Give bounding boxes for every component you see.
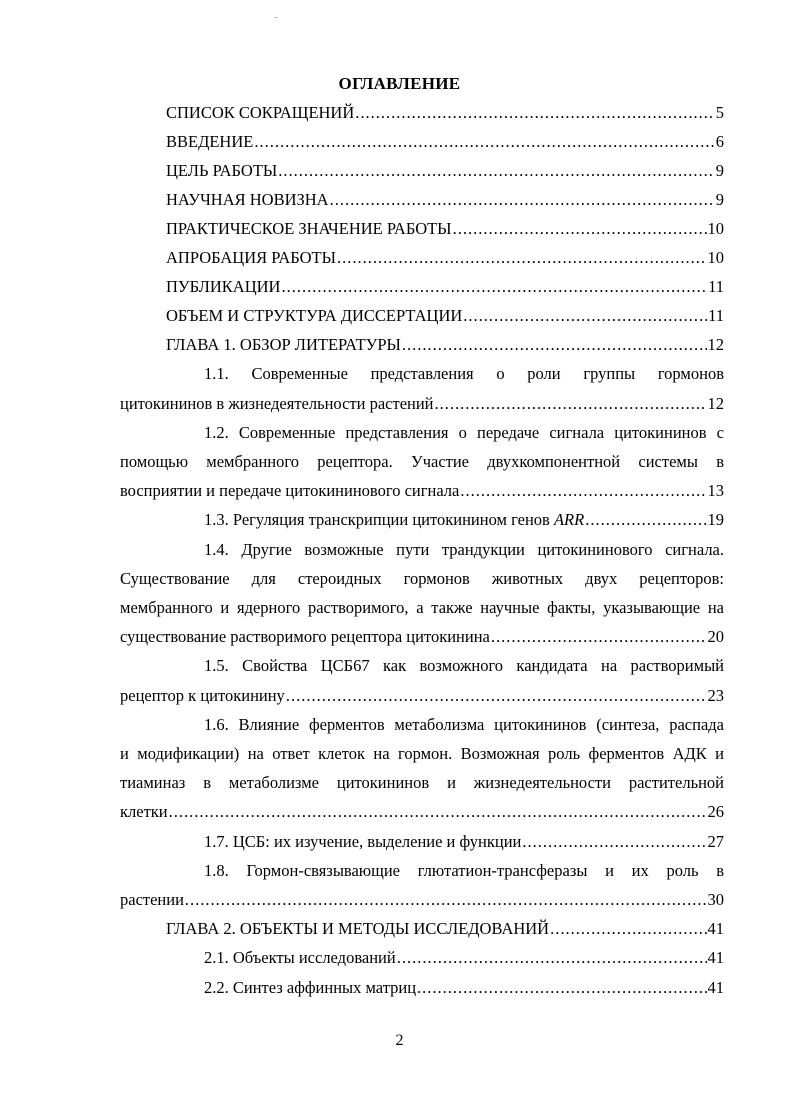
toc-entry-1-6-last-line[interactable] <box>120 797 724 826</box>
toc-entry-1-3[interactable] <box>204 505 724 534</box>
toc-entry-2-2[interactable] <box>204 973 724 1002</box>
gene-name: ARR <box>553 510 585 529</box>
leader-dots <box>402 330 707 359</box>
toc-entry-1-8-line[interactable]: 1.8. Гормон-связывающие глютатион-трансферазы и их роль в <box>204 861 724 880</box>
toc-entry-page: 11 <box>708 306 724 325</box>
toc-entry-title: ПУБЛИКАЦИИ <box>166 277 281 296</box>
toc-entry-2-1[interactable] <box>204 943 724 972</box>
toc-entry-1-2-line[interactable]: помощью мембранного рецептора. Участие двухкомпонентной системы в <box>120 452 724 471</box>
toc-entry-structure[interactable] <box>166 301 724 330</box>
leader-dots <box>355 98 714 127</box>
toc-entry-1-4-line[interactable]: 1.4. Другие возможные пути трандукции цитокининового сигнала. <box>204 540 724 559</box>
toc-entry-approbation[interactable] <box>166 243 724 272</box>
toc-entry-title: 2.2. Синтез аффинных матриц <box>204 978 417 997</box>
header-mark: - <box>274 12 278 23</box>
toc-entry-page: 10 <box>707 219 724 238</box>
toc-entry-chapter-1[interactable] <box>166 330 724 359</box>
toc-entry-1-6-line[interactable]: и модификации) на ответ клеток на гормон. Возможная роль ферментов АДК и <box>120 744 724 763</box>
toc-entry-page: 12 <box>707 394 724 413</box>
leader-dots <box>435 389 707 418</box>
toc-entry-page: 19 <box>707 510 724 529</box>
toc-entry-title: ПРАКТИЧЕСКОЕ ЗНАЧЕНИЕ РАБОТЫ <box>166 219 452 238</box>
toc-entry-title: ОБЪЕМ И СТРУКТУРА ДИССЕРТАЦИИ <box>166 306 463 325</box>
toc-entry-title: 2.1. Объекты исследований <box>204 948 396 967</box>
page-number: 2 <box>395 1032 404 1049</box>
toc-entry-page: 6 <box>715 132 724 151</box>
toc-entry-page: 12 <box>707 335 724 354</box>
toc-entry-1-6-line[interactable]: тиаминаз в метаболизме цитокининов и жизнедеятельности растительной <box>120 773 724 792</box>
toc-entry-title: восприятии и передаче цитокининового сигнала <box>120 481 460 500</box>
toc-entry-title: НАУЧНАЯ НОВИЗНА <box>166 190 329 209</box>
toc-entry-page: 23 <box>707 686 724 705</box>
toc-entry-title: ЦЕЛЬ РАБОТЫ <box>166 161 278 180</box>
toc-entry-abbreviations[interactable] <box>166 98 724 127</box>
toc-entry-1-5-last-line[interactable] <box>120 681 724 710</box>
toc-entry-page: 9 <box>715 190 724 209</box>
toc-entry-title: СПИСОК СОКРАЩЕНИЙ <box>166 103 355 122</box>
toc-entry-1-7[interactable] <box>204 827 724 856</box>
toc-entry-page: 27 <box>707 832 724 851</box>
toc-entry-title: существование растворимого рецептора цитокинина <box>120 627 490 646</box>
toc-entry-novelty[interactable] <box>166 185 724 214</box>
leader-dots <box>278 156 714 185</box>
toc-entry-page: 41 <box>707 978 724 997</box>
toc-entry-title <box>204 505 584 534</box>
toc-entry-goal[interactable] <box>166 156 724 185</box>
toc-entry-page: 41 <box>707 948 724 967</box>
toc-entry-title-text: 1.3. Регуляция транскрипции цитокинином генов <box>204 510 554 529</box>
toc-entry-publications[interactable] <box>166 272 724 301</box>
toc-entry-1-1-line[interactable]: 1.1. Современные представления о роли группы гормонов <box>204 364 724 383</box>
leader-dots <box>286 681 707 710</box>
leader-dots <box>397 943 707 972</box>
toc-entry-1-8-last-line[interactable] <box>120 885 724 914</box>
leader-dots <box>169 797 707 826</box>
leader-dots <box>330 185 715 214</box>
toc-entry-1-4-last-line[interactable] <box>120 622 724 651</box>
toc-entry-page: 41 <box>707 919 724 938</box>
toc-entry-page: 13 <box>707 481 724 500</box>
toc-entry-practical-value[interactable] <box>166 214 724 243</box>
toc-entry-page: 20 <box>707 627 724 646</box>
toc-entry-title: ВВЕДЕНИЕ <box>166 132 254 151</box>
toc-entry-1-6-line[interactable]: 1.6. Влияние ферментов метаболизма цитокининов (синтеза, распада <box>204 715 724 734</box>
toc-entry-title: 1.7. ЦСБ: их изучение, выделение и функции <box>204 832 522 851</box>
leader-dots <box>337 243 707 272</box>
toc-entry-1-4-line[interactable]: мембранного и ядерного растворимого, а также научные факты, указывающие на <box>120 598 724 617</box>
toc-entry-1-2-last-line[interactable] <box>120 476 724 505</box>
toc-entry-page: 9 <box>715 161 724 180</box>
toc-entry-title: рецептор к цитокинину <box>120 686 285 705</box>
toc-entry-page: 30 <box>707 890 724 909</box>
toc-entry-1-2-line[interactable]: 1.2. Современные представления о передаче сигнала цитокининов с <box>204 423 724 442</box>
leader-dots <box>281 272 707 301</box>
toc-entry-1-1-last-line[interactable] <box>120 389 724 418</box>
leader-dots <box>460 476 706 505</box>
toc-entry-page: 26 <box>707 802 724 821</box>
toc-entry-title: цитокининов в жизнедеятельности растений <box>120 394 434 413</box>
toc-entry-introduction[interactable] <box>166 127 724 156</box>
toc-entry-title: АПРОБАЦИЯ РАБОТЫ <box>166 248 336 267</box>
leader-dots <box>417 973 706 1002</box>
toc-entry-chapter-2[interactable] <box>166 914 724 943</box>
toc-entry-1-5-line[interactable]: 1.5. Свойства ЦСБ67 как возможного кандидата на растворимый <box>204 656 724 675</box>
leader-dots <box>550 914 706 943</box>
leader-dots <box>185 885 707 914</box>
leader-dots <box>491 622 707 651</box>
leader-dots <box>254 127 714 156</box>
leader-dots <box>453 214 707 243</box>
toc-entry-title: ГЛАВА 2. ОБЪЕКТЫ И МЕТОДЫ ИССЛЕДОВАНИЙ <box>166 919 550 938</box>
toc-entry-page: 11 <box>708 277 724 296</box>
leader-dots <box>585 505 706 534</box>
toc-entry-page: 5 <box>715 103 724 122</box>
toc-title: ОГЛАВЛЕНИЕ <box>338 74 461 93</box>
toc-entry-1-4-line[interactable]: Существование для стероидных гормонов животных двух рецепторов: <box>120 569 724 588</box>
leader-dots <box>522 827 706 856</box>
toc-entry-title: растении <box>120 890 184 909</box>
leader-dots <box>463 301 707 330</box>
toc-entry-title: клетки <box>120 802 168 821</box>
toc-entry-page: 10 <box>707 248 724 267</box>
toc-entry-title: ГЛАВА 1. ОБЗОР ЛИТЕРАТУРЫ <box>166 335 401 354</box>
